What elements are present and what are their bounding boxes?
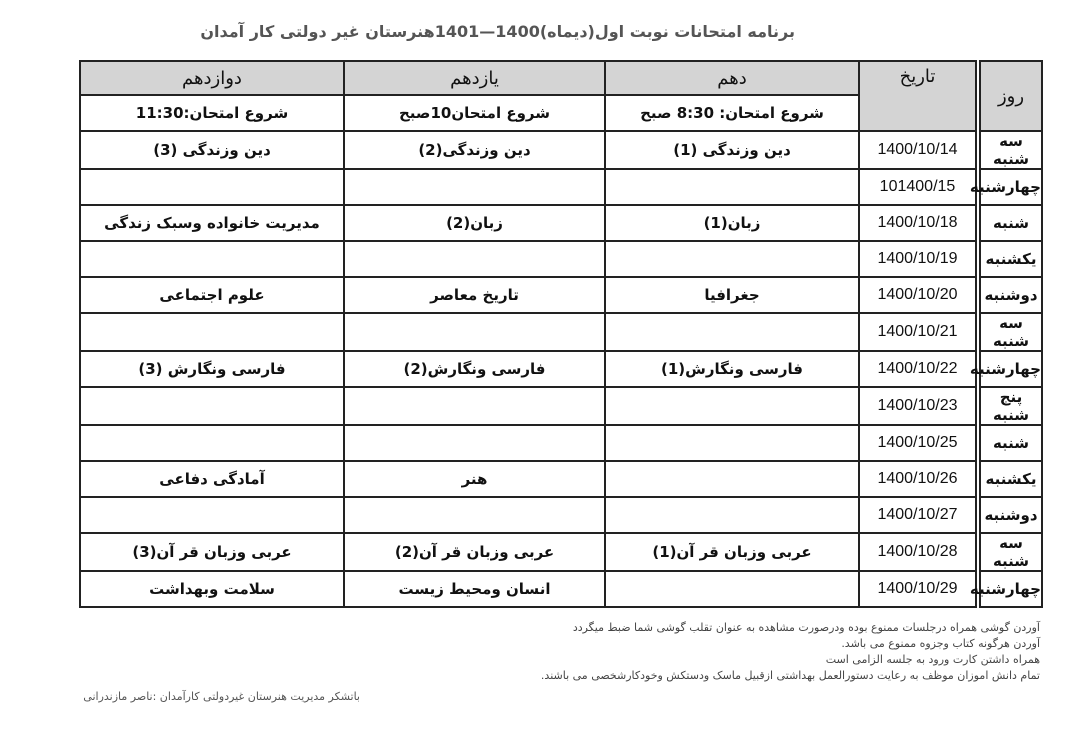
- header-date: تاریخ: [859, 61, 976, 131]
- table-row: [80, 461, 1042, 497]
- dahom-cell: فارسی ونگارش(1): [605, 351, 859, 387]
- davazdahom-cell: [80, 387, 344, 425]
- yazdahom-cell: فارسی ونگارش(2): [344, 351, 605, 387]
- day-cell: دوشنبه: [980, 277, 1042, 313]
- yazdahom-cell: انسان ومحیط زیست: [344, 571, 605, 607]
- start-time-yazdahom: شروع امتحان10صبح: [344, 95, 605, 131]
- column-gap: [976, 61, 980, 131]
- dahom-cell: [605, 313, 859, 351]
- table-row: [80, 313, 1042, 351]
- column-gap: [976, 277, 980, 313]
- table-row: [80, 387, 1042, 425]
- dahom-cell: [605, 425, 859, 461]
- yazdahom-cell: [344, 313, 605, 351]
- start-time-dahom: شروع امتحان: 8:30 صبح: [605, 95, 859, 131]
- column-gap: [976, 241, 980, 277]
- day-cell: چهارشنبه: [980, 351, 1042, 387]
- davazdahom-cell: [80, 241, 344, 277]
- davazdahom-cell: مدیریت خانواده وسبک زندگی: [80, 205, 344, 241]
- date-cell: 1400/10/18: [859, 205, 976, 241]
- dahom-cell: [605, 571, 859, 607]
- yazdahom-cell: زبان(2): [344, 205, 605, 241]
- yazdahom-cell: هنر: [344, 461, 605, 497]
- note-line: آوردن هرگونه کتاب وجزوه ممنوع می باشد.: [841, 637, 1040, 650]
- dahom-cell: زبان(1): [605, 205, 859, 241]
- day-cell: چهارشنبه: [980, 169, 1042, 205]
- yazdahom-cell: [344, 425, 605, 461]
- column-gap: [976, 205, 980, 241]
- day-cell: شنبه: [980, 205, 1042, 241]
- start-time-davazdahom: شروع امتحان:11:30: [80, 95, 344, 131]
- column-gap: [976, 387, 980, 425]
- davazdahom-cell: آمادگی دفاعی: [80, 461, 344, 497]
- table-row: [80, 533, 1042, 571]
- date-cell: 1400/10/21: [859, 313, 976, 351]
- table-row: [80, 169, 1042, 205]
- davazdahom-cell: [80, 425, 344, 461]
- date-cell: 1400/10/22: [859, 351, 976, 387]
- dahom-cell: دین وزندگی (1): [605, 131, 859, 169]
- davazdahom-cell: [80, 169, 344, 205]
- column-gap: [976, 497, 980, 533]
- yazdahom-cell: عربی وزبان قر آن(2): [344, 533, 605, 571]
- day-cell: سه شنبه: [980, 533, 1042, 571]
- table-row: [80, 351, 1042, 387]
- dahom-cell: [605, 497, 859, 533]
- notes: [540, 620, 1040, 684]
- yazdahom-cell: [344, 387, 605, 425]
- note-line: همراه داشتن کارت ورود به جلسه الزامی است: [825, 653, 1040, 666]
- date-cell: 1400/10/19: [859, 241, 976, 277]
- dahom-cell: [605, 461, 859, 497]
- column-gap: [976, 313, 980, 351]
- day-cell: دوشنبه: [980, 497, 1042, 533]
- table-row: [80, 241, 1042, 277]
- table-row: [80, 205, 1042, 241]
- table-row: [80, 131, 1042, 169]
- davazdahom-cell: عربی وزبان قر آن(3): [80, 533, 344, 571]
- davazdahom-cell: سلامت وبهداشت: [80, 571, 344, 607]
- yazdahom-cell: [344, 169, 605, 205]
- note-line: آوردن گوشی همراه درجلسات ممنوع بوده ودرصورت مشاهده به عنوان تقلب گوشی شما ضبط میگردد: [572, 621, 1040, 634]
- yazdahom-cell: دین وزندگی(2): [344, 131, 605, 169]
- date-cell: 1400/10/26: [859, 461, 976, 497]
- davazdahom-cell: [80, 313, 344, 351]
- table-row: [80, 571, 1042, 607]
- davazdahom-cell: [80, 497, 344, 533]
- column-gap: [976, 533, 980, 571]
- schedule-body: [80, 131, 1042, 607]
- davazdahom-cell: علوم اجتماعی: [80, 277, 344, 313]
- day-cell: چهارشنبه: [980, 571, 1042, 607]
- exam-schedule-table: [79, 60, 1043, 608]
- column-gap: [976, 131, 980, 169]
- note-line: تمام دانش اموزان موظف به رعایت دستورالعمل بهداشتی ازقبیل ماسک ودستکش وخودکارشخصی می باشند.: [540, 669, 1040, 682]
- page-title: برنامه امتحانات نوبت اول(دیماه)1400—1401هنرستان غیر دولتی کار آمدان: [200, 22, 795, 41]
- dahom-cell: [605, 241, 859, 277]
- column-gap: [976, 461, 980, 497]
- date-cell: 101400/15: [859, 169, 976, 205]
- date-cell: 1400/10/28: [859, 533, 976, 571]
- date-cell: 1400/10/14: [859, 131, 976, 169]
- date-cell: 1400/10/29: [859, 571, 976, 607]
- date-cell: 1400/10/20: [859, 277, 976, 313]
- dahom-cell: جغرافیا: [605, 277, 859, 313]
- header-davazdahom: دوازدهم: [80, 61, 344, 95]
- davazdahom-cell: دین وزندگی (3): [80, 131, 344, 169]
- date-cell: 1400/10/25: [859, 425, 976, 461]
- day-cell: پنج شنبه: [980, 387, 1042, 425]
- dahom-cell: عربی وزبان قر آن(1): [605, 533, 859, 571]
- header-yazdahom: یازدهم: [344, 61, 605, 95]
- date-cell: 1400/10/23: [859, 387, 976, 425]
- davazdahom-cell: فارسی ونگارش (3): [80, 351, 344, 387]
- yazdahom-cell: تاریخ معاصر: [344, 277, 605, 313]
- day-cell: یکشنبه: [980, 461, 1042, 497]
- dahom-cell: [605, 169, 859, 205]
- day-cell: سه شنبه: [980, 131, 1042, 169]
- table-row: [80, 425, 1042, 461]
- signature: باتشکر مدیریت هنرستان غیردولتی کارآمدان :ناصر مازندرانی: [83, 690, 360, 703]
- header-row: [80, 61, 1042, 95]
- column-gap: [976, 425, 980, 461]
- yazdahom-cell: [344, 241, 605, 277]
- day-cell: سه شنبه: [980, 313, 1042, 351]
- date-cell: 1400/10/27: [859, 497, 976, 533]
- day-cell: یکشنبه: [980, 241, 1042, 277]
- table-row: [80, 277, 1042, 313]
- day-cell: شنبه: [980, 425, 1042, 461]
- dahom-cell: [605, 387, 859, 425]
- table-row: [80, 497, 1042, 533]
- yazdahom-cell: [344, 497, 605, 533]
- header-dahom: دهم: [605, 61, 859, 95]
- header-day: روز: [980, 61, 1042, 131]
